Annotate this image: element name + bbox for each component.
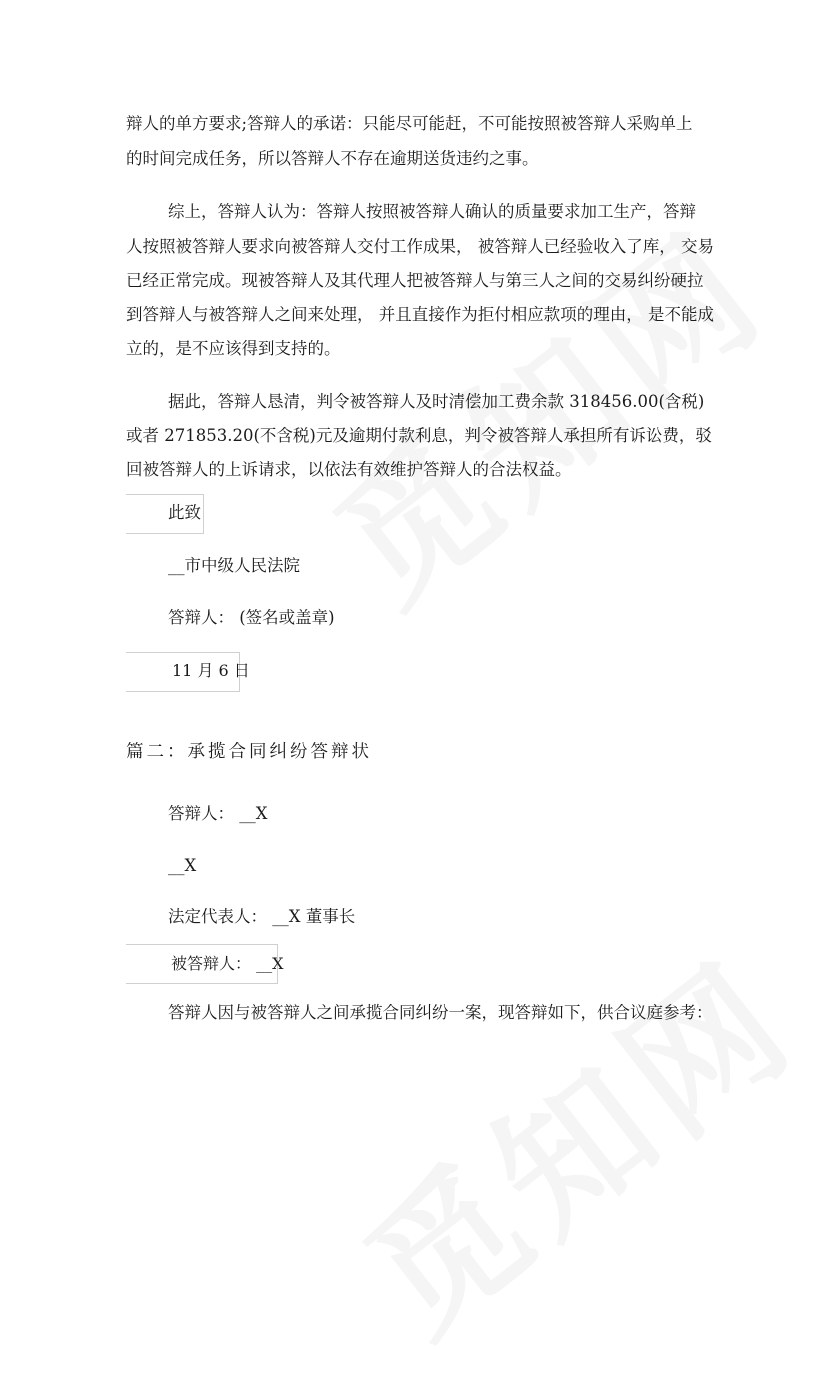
- paragraph-line: 人按照被答辩人要求向被答辩人交付工作成果， 被答辩人已经验收入了库， 交易: [126, 237, 714, 256]
- other-party-line: 被答辩人： __X: [171, 954, 284, 973]
- legal-rep-line: 法定代表人： __X 董事长: [168, 907, 356, 926]
- court-name: __市中级人民法院: [168, 556, 300, 575]
- respondent-address: __X: [168, 856, 197, 875]
- paragraph-line: 辩人的单方要求;答辩人的承诺：只能尽可能赶，不可能按照被答辩人采购单上: [126, 114, 693, 133]
- signer-line: 答辩人： (签名或盖章): [168, 608, 335, 627]
- respondent-line: 答辩人： __X: [168, 804, 268, 823]
- paragraph-line: 已经正常完成。现被答辩人及其代理人把被答辩人与第三人之间的交易纠纷硬拉: [126, 271, 704, 290]
- paragraph-line: 到答辩人与被答辩人之间来处理， 并且直接作为拒付相应款项的理由， 是不能成: [126, 305, 714, 324]
- paragraph-line: 综上，答辩人认为：答辩人按照被答辩人确认的质量要求加工生产，答辩: [168, 202, 696, 221]
- intro-line: 答辩人因与被答辩人之间承揽合同纠纷一案，现答辩如下，供合议庭参考：: [168, 1003, 713, 1022]
- paragraph-line: 回被答辩人的上诉请求，以依法有效维护答辩人的合法权益。: [126, 460, 572, 479]
- section-title: 篇二：承揽合同纠纷答辩状: [126, 742, 372, 762]
- paragraph-line: 据此，答辩人恳清，判令被答辩人及时清偿加工费余款 318456.00(含税): [168, 392, 705, 411]
- paragraph-line: 的时间完成任务，所以答辩人不存在逾期送货违约之事。: [126, 149, 539, 168]
- paragraph-line: 立的，是不应该得到支持的。: [126, 339, 341, 358]
- paragraph-line: 或者 271853.20(不含税)元及逾期付款利息，判令被答辩人承担所有诉讼费，驳: [126, 426, 712, 445]
- date-line: 11 月 6 日: [172, 661, 250, 680]
- salutation: 此致: [168, 503, 201, 522]
